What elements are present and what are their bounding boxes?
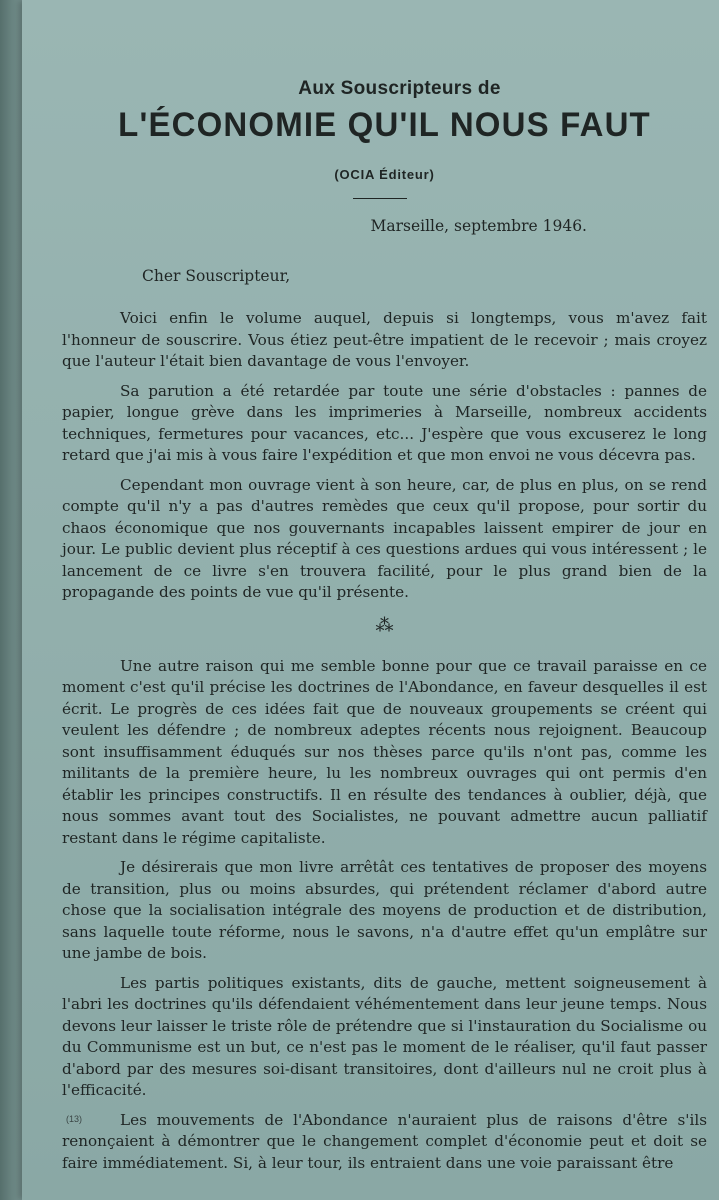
paragraph-4: Une autre raison qui me semble bonne pour que ce travail paraisse en ce moment c'est qu'il précise les doctrines de l'Abondance, en faveur desquelles il est écrit. Le progrès de ces idées fait que de nouveaux groupements se créent qui veulent les défendre ; de nombreux adeptes récents nous rejoignent. Beaucoup sont insuffisamment éduqués sur nos thèses parce qu'ils n'ont pas, comme les militants de la première heure, lu les nombreux ouvrages qui ont permis d'en établir les principes constructifs. Il en résulte des tendances à oublier, déjà, que nous sommes avant tout des Socialistes, ne pouvant admettre aucun palliatif restant dans le régime capitaliste. xyxy=(62,656,707,847)
paragraph-3: Cependant mon ouvrage vient à son heure, car, de plus en plus, on se rend compte qu'il n'y a pas d'autres remèdes que ceux qu'il propose, pour sortir du chaos économique que nos gouvernants incapables laissent empirer de jour en jour. Le public devient plus réceptif à ces questions ardues qui vous intéressent ; le lancement de ce livre s'en trouvera facilité, pour le plus grand bien de la propagande des points de vue qu'il présente. xyxy=(62,475,707,601)
paragraph-5: Je désirerais que mon livre arrêtât ces tentatives de proposer des moyens de transition, plus ou moins absurdes, qui prétendent réclamer d'abord autre chose que la socialisation intégrale des moyens de production et de distribution, sans laquelle toute réforme, nous le savons, n'a d'autre effet qu'un emplâtre sur une jambe de bois. xyxy=(62,858,707,962)
title-rule xyxy=(353,198,407,199)
publisher-line: (OCIA Éditeur) xyxy=(334,167,435,182)
letter-sheet xyxy=(22,0,719,1200)
paragraph-7: Les mouvements de l'Abondance n'auraient plus de raisons d'être s'ils renonçaient à démontrer que le changement complet d'économie peut et doit se faire immédiatement. Si, à leur tour, ils entraient dans une voie paraissant être xyxy=(62,1110,707,1172)
asterism-divider: ⁂ xyxy=(375,614,394,636)
dateline: Marseille, septembre 1946. xyxy=(370,217,587,235)
salutation: Cher Souscripteur, xyxy=(142,267,291,285)
heading-book-title: L'ÉCONOMIE QU'IL NOUS FAUT xyxy=(118,106,651,144)
heading-subscribers: Aux Souscripteurs de xyxy=(298,78,501,99)
paragraph-1: Voici enfin le volume auquel, depuis si longtemps, vous m'avez fait l'honneur de souscrire. Vous étiez peut-être impatient de le recevoir ; mais croyez que l'auteur l'était bien davantage de vous l'envoyer. xyxy=(62,309,707,370)
letter-content xyxy=(62,78,707,1174)
page-number: (13) xyxy=(66,1114,83,1124)
paragraph-2: Sa parution a été retardée par toute une série d'obstacles : pannes de papier, longue grève dans les imprimeries à Marseille, nombreux accidents techniques, fermetures pour vacances, etc... J'espère que vous excuserez le long retard que j'ai mis à vous faire l'expédition et que mon envoi ne vous décevra pas. xyxy=(62,381,707,464)
paragraph-6: Les partis politiques existants, dits de gauche, mettent soigneusement à l'abri les doctrines qu'ils défendaient véhémentement dans leur jeune temps. Nous devons leur laisser le triste rôle de prétendre que si l'instauration du Socialisme ou du Communisme est un but, ce n'est pas le moment de le réaliser, qu'il faut passer d'abord par des mesures soi-disant transitoires, dont d'ailleurs nul ne croit plus à l'efficacité. xyxy=(62,973,707,1099)
